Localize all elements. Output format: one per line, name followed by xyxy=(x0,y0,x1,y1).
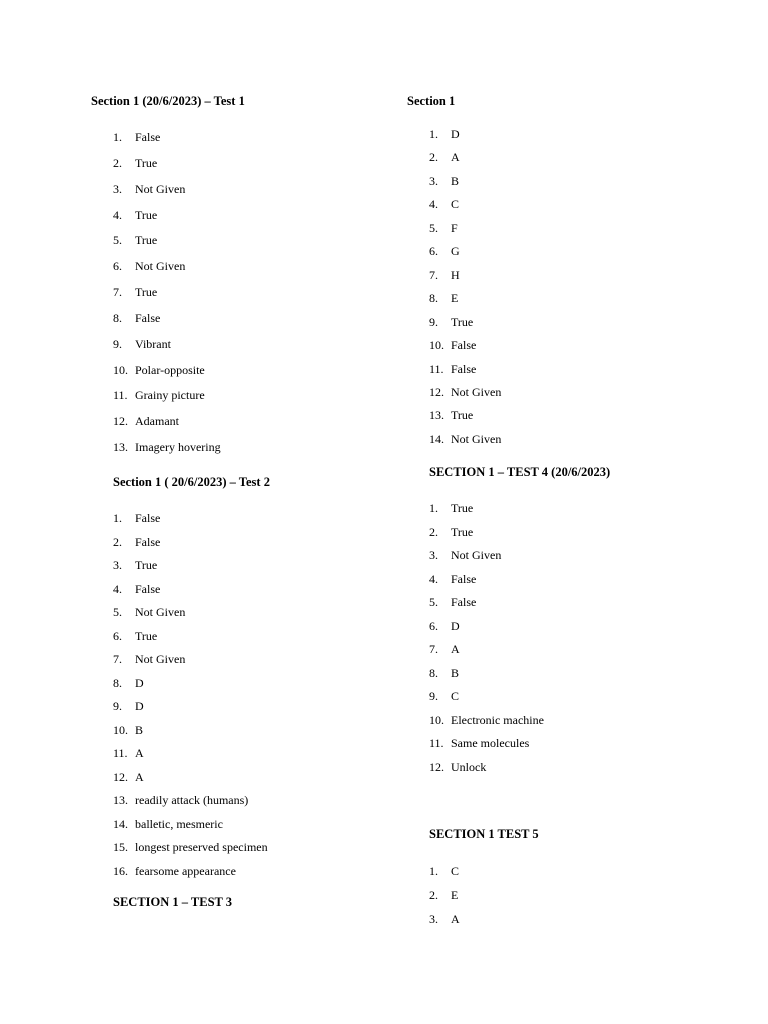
item-number: 1. xyxy=(429,501,438,515)
item-number: 4. xyxy=(429,571,438,586)
item-number: 5. xyxy=(429,220,438,235)
item-answer: Unlock xyxy=(451,760,487,775)
item-number: 6. xyxy=(429,618,438,633)
item-answer: False xyxy=(135,310,161,325)
item-answer: False xyxy=(135,534,161,549)
item-number: 2. xyxy=(429,888,438,902)
item-answer: readily attack (humans) xyxy=(135,793,249,808)
item-answer: H xyxy=(451,267,460,282)
item-answer: True xyxy=(135,233,158,248)
item-number: 2. xyxy=(429,150,438,165)
item-answer: D xyxy=(135,675,144,690)
item-answer: False xyxy=(451,361,477,376)
section-heading-test-2: Section 1 ( 20/6/2023) – Test 2 xyxy=(113,475,270,489)
item-answer: Vibrant xyxy=(135,336,171,351)
item-number: 9. xyxy=(113,699,122,714)
item-number: 7. xyxy=(429,267,438,282)
item-answer: C xyxy=(451,197,460,212)
item-number: 8. xyxy=(429,291,438,306)
item-number: 10. xyxy=(429,712,444,727)
item-answer: Same molecules xyxy=(451,736,530,751)
item-number: 10. xyxy=(113,362,128,377)
item-answer: D xyxy=(451,127,460,141)
item-number: 3. xyxy=(429,173,438,188)
item-answer: False xyxy=(451,338,477,353)
item-answer: longest preserved specimen xyxy=(135,840,268,855)
item-answer: E xyxy=(451,291,459,306)
item-answer: True xyxy=(135,628,158,643)
item-answer: A xyxy=(135,746,144,761)
item-answer: B xyxy=(451,665,460,680)
item-number: 13. xyxy=(429,408,444,423)
item-number: 3. xyxy=(113,181,122,196)
item-answer: Imagery hovering xyxy=(135,440,221,455)
item-answer: C xyxy=(451,689,460,704)
item-answer: Electronic machine xyxy=(451,712,544,727)
item-answer: False xyxy=(135,581,161,596)
item-number: 5. xyxy=(113,233,122,248)
item-answer: G xyxy=(451,244,460,259)
item-number: 6. xyxy=(429,244,438,259)
item-answer: False xyxy=(135,511,161,525)
item-number: 12. xyxy=(429,760,444,775)
item-number: 5. xyxy=(429,595,438,610)
item-answer: True xyxy=(451,408,474,423)
item-number: 13. xyxy=(113,793,128,808)
item-number: 8. xyxy=(429,665,438,680)
item-answer: C xyxy=(451,864,460,878)
item-number: 14. xyxy=(429,431,444,446)
item-number: 16. xyxy=(113,863,128,878)
item-answer: F xyxy=(451,220,458,235)
item-answer: Not Given xyxy=(135,605,186,620)
item-number: 1. xyxy=(113,511,122,525)
item-number: 2. xyxy=(429,524,438,539)
item-number: 9. xyxy=(429,689,438,704)
item-answer: True xyxy=(135,285,158,300)
item-answer: A xyxy=(135,769,144,784)
item-number: 10. xyxy=(113,722,128,737)
item-number: 13. xyxy=(113,440,128,455)
item-answer: False xyxy=(451,595,477,610)
item-number: 8. xyxy=(113,675,122,690)
item-number: 6. xyxy=(113,259,122,274)
item-number: 4. xyxy=(429,197,438,212)
item-answer: Not Given xyxy=(135,652,186,667)
item-number: 2. xyxy=(113,534,122,549)
item-number: 5. xyxy=(113,605,122,620)
item-answer: fearsome appearance xyxy=(135,863,236,878)
item-number: 2. xyxy=(113,155,122,170)
item-number: 9. xyxy=(113,336,122,351)
item-number: 11. xyxy=(429,736,444,751)
item-answer: D xyxy=(135,699,144,714)
item-number: 4. xyxy=(113,207,122,222)
item-answer: Not Given xyxy=(135,259,186,274)
item-number: 1. xyxy=(429,864,438,878)
item-answer: Not Given xyxy=(451,548,502,563)
section-heading-test-3: SECTION 1 – TEST 3 xyxy=(113,895,233,909)
item-answer: True xyxy=(135,155,158,170)
item-answer: False xyxy=(135,130,161,144)
item-number: 12. xyxy=(429,384,444,399)
item-number: 4. xyxy=(113,581,122,596)
item-number: 14. xyxy=(113,816,128,831)
item-number: 11. xyxy=(113,388,128,403)
item-number: 12. xyxy=(113,414,128,429)
item-answer: B xyxy=(451,173,460,188)
item-answer: A xyxy=(451,150,460,165)
item-number: 3. xyxy=(113,558,122,573)
section-heading-test-1: Section 1 (20/6/2023) – Test 1 xyxy=(91,94,245,108)
item-answer: True xyxy=(451,501,474,515)
item-number: 3. xyxy=(429,548,438,563)
item-answer: A xyxy=(451,912,460,926)
section-heading-test-4: SECTION 1 – TEST 4 (20/6/2023) xyxy=(429,465,611,479)
item-number: 7. xyxy=(113,285,122,300)
item-answer: True xyxy=(451,524,474,539)
item-number: 1. xyxy=(429,127,438,141)
item-answer: Grainy picture xyxy=(135,388,205,403)
item-answer: False xyxy=(451,571,477,586)
item-answer: D xyxy=(451,618,460,633)
item-answer: Not Given xyxy=(451,431,502,446)
item-answer: Not Given xyxy=(451,384,502,399)
item-number: 3. xyxy=(429,912,438,926)
item-answer: balletic, mesmeric xyxy=(135,816,223,831)
item-number: 9. xyxy=(429,314,438,329)
section-heading-test-5: SECTION 1 TEST 5 xyxy=(429,827,539,841)
item-number: 7. xyxy=(429,642,438,657)
item-number: 8. xyxy=(113,310,122,325)
item-answer: True xyxy=(451,314,474,329)
item-answer: B xyxy=(135,722,144,737)
item-answer: True xyxy=(135,558,158,573)
item-answer: Polar-opposite xyxy=(135,362,205,377)
item-answer: True xyxy=(135,207,158,222)
item-number: 6. xyxy=(113,628,122,643)
item-number: 11. xyxy=(113,746,128,761)
item-number: 12. xyxy=(113,769,128,784)
item-answer: E xyxy=(451,888,459,902)
item-number: 1. xyxy=(113,130,122,144)
item-number: 15. xyxy=(113,840,128,855)
item-number: 7. xyxy=(113,652,122,667)
item-answer: A xyxy=(451,642,460,657)
item-number: 11. xyxy=(429,361,444,376)
section-heading-section-1: Section 1 xyxy=(407,94,456,108)
item-answer: Adamant xyxy=(135,414,179,429)
item-number: 10. xyxy=(429,338,444,353)
item-answer: Not Given xyxy=(135,181,186,196)
